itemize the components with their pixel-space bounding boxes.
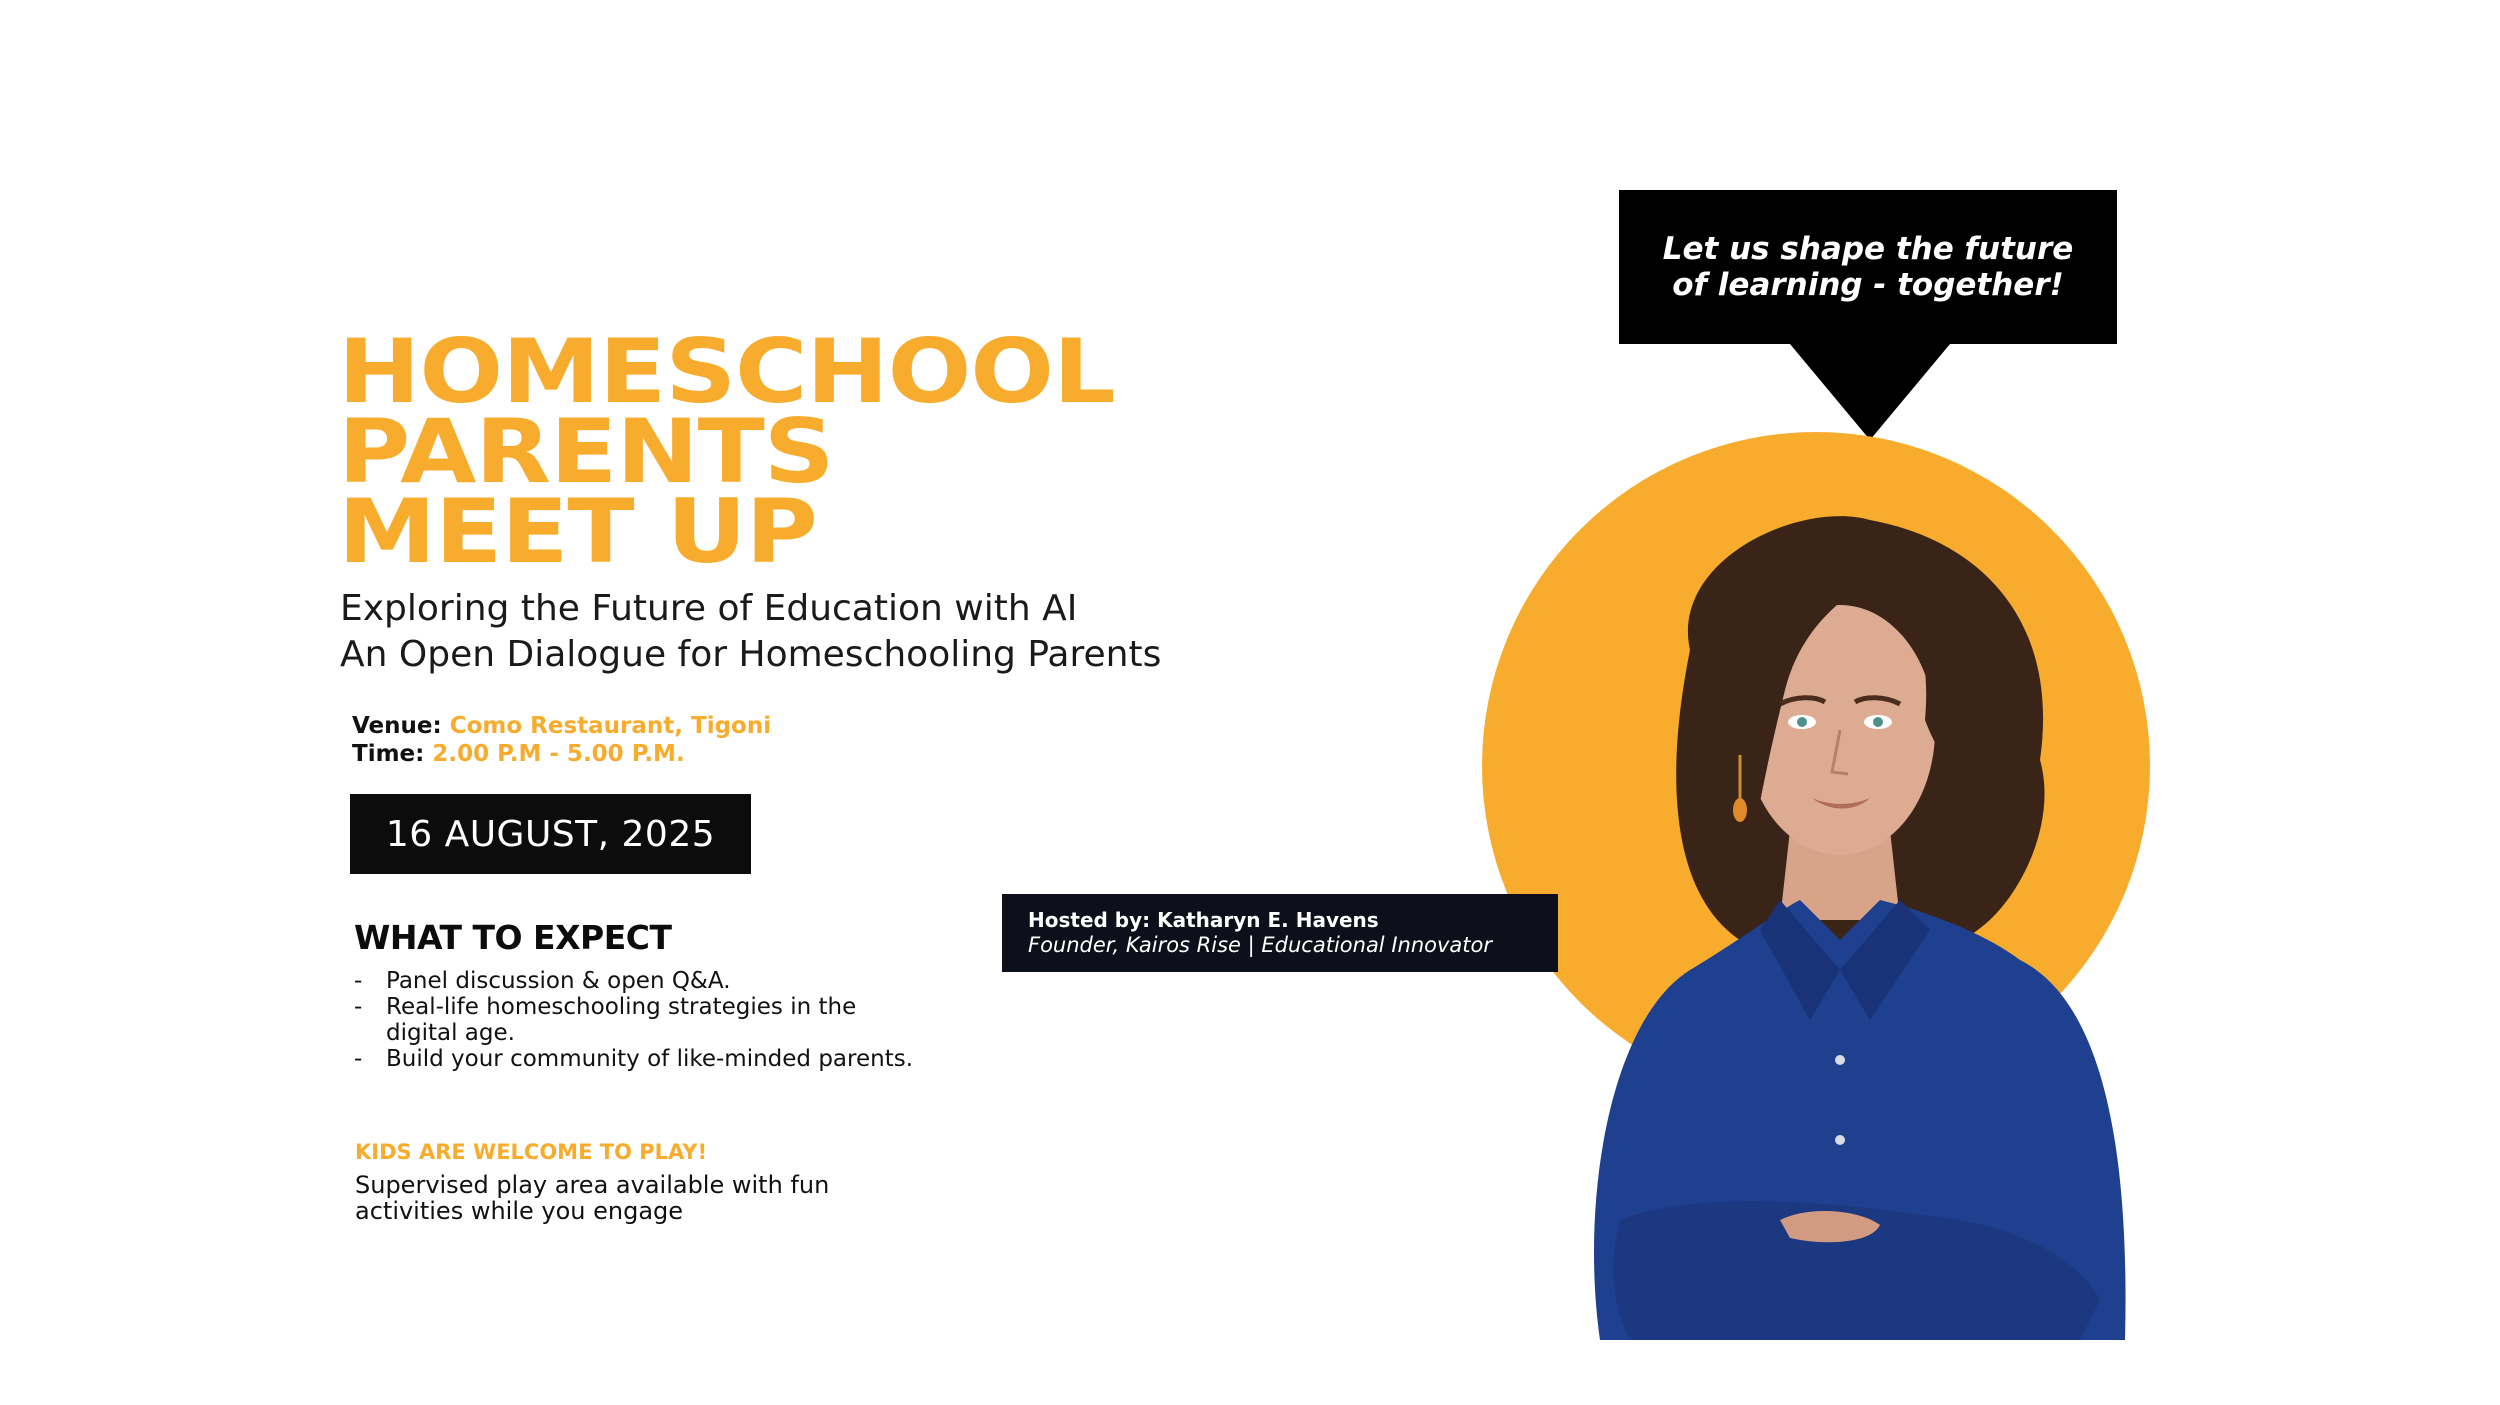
subtitle-line-1: Exploring the Future of Education with AI	[340, 588, 1078, 629]
subtitle-line-2: An Open Dialogue for Homeschooling Parents	[340, 634, 1162, 675]
venue-value: Como Restaurant, Tigoni	[449, 713, 772, 739]
event-date-badge: 16 AUGUST, 2025	[350, 794, 751, 874]
host-portrait	[1540, 500, 2160, 1340]
venue-row	[352, 712, 771, 740]
speech-bubble	[1619, 190, 2117, 344]
event-title	[338, 320, 1115, 583]
time-row	[352, 740, 771, 768]
time-value: 2.00 P.M - 5.00 P.M.	[432, 741, 685, 767]
speech-bubble-tail	[1790, 344, 1950, 440]
list-item	[354, 968, 914, 994]
dash-bullet: -	[354, 994, 363, 1020]
event-title-line-1: HOMESCHOOL	[338, 320, 1115, 423]
time-label: Time:	[352, 741, 425, 767]
host-role: Founder, Kairos Rise | Educational Innovator	[1028, 933, 1492, 957]
dash-bullet: -	[354, 968, 363, 994]
list-item	[354, 1046, 914, 1072]
expect-item-text: Real-life homeschooling strategies in the digital age.	[386, 994, 857, 1046]
speech-line-1: Let us shape the future	[1662, 231, 2074, 267]
speech-line-2: of learning - together!	[1672, 267, 2064, 303]
kids-heading: KIDS ARE WELCOME TO PLAY!	[355, 1140, 708, 1164]
host-name: Hosted by: Katharyn E. Havens	[1028, 908, 1379, 932]
expect-item-text: Panel discussion & open Q&A.	[386, 968, 731, 994]
expect-item-text: Build your community of like-minded parents.	[386, 1046, 914, 1072]
list-item	[354, 994, 914, 1046]
event-title-line-2: PARENTS	[338, 400, 834, 503]
dash-bullet: -	[354, 1046, 363, 1072]
kids-description: Supervised play area available with fun activities while you engage	[355, 1171, 830, 1225]
venue-label: Venue:	[352, 713, 442, 739]
expect-list	[354, 968, 914, 1072]
host-label	[1002, 894, 1558, 972]
event-subtitle	[340, 586, 1161, 678]
event-details	[352, 712, 771, 768]
expect-heading: WHAT TO EXPECT	[354, 918, 672, 957]
event-title-line-3: MEET UP	[338, 480, 817, 583]
